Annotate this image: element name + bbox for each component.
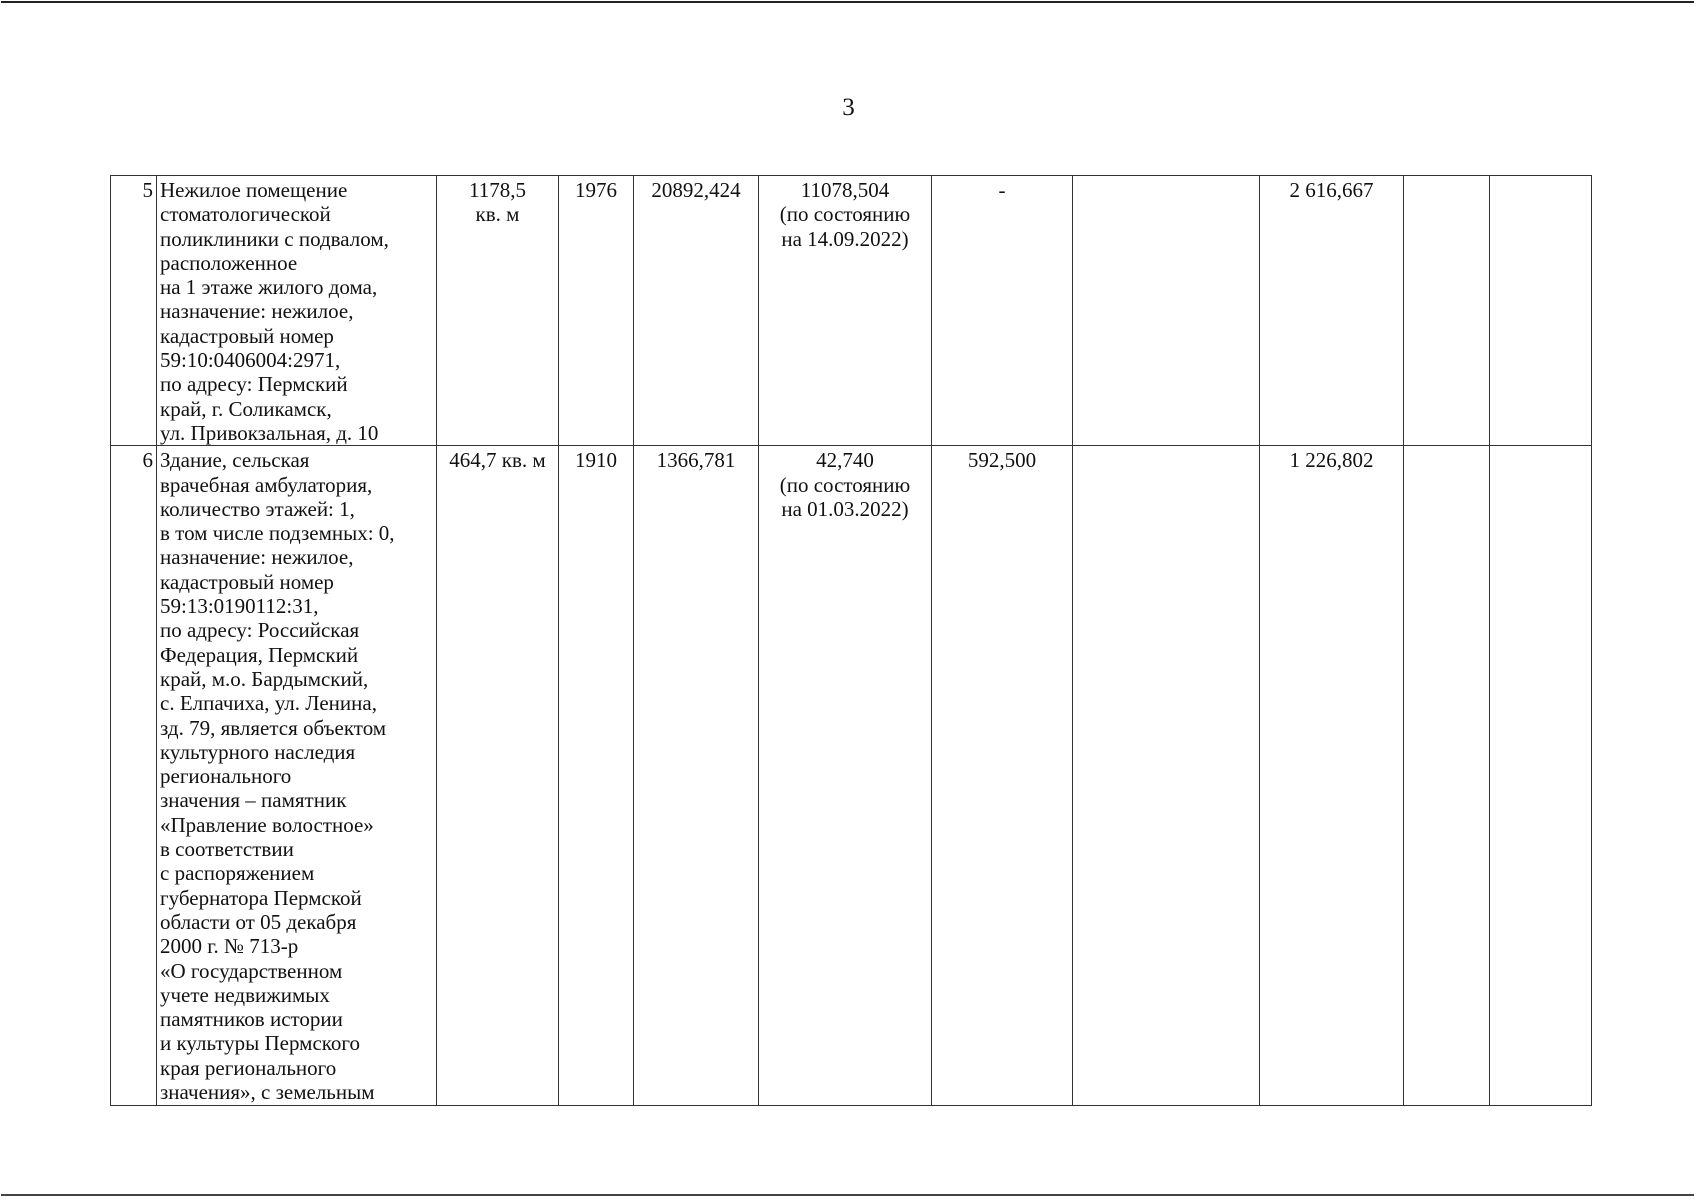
residual-date: на 01.03.2022) [781,496,909,521]
area-value: 464,7 кв. м [449,448,546,473]
residual-value: 42,740 [816,448,874,473]
col6-cell: 592,500 [932,446,1073,1106]
description-line: поликлиники с подвалом, [160,226,389,251]
description-line: учете недвижимых [160,982,330,1007]
description-line: ул. Привокзальная, д. 10 [160,420,379,445]
description-line: Федерация, Пермский [160,642,359,667]
area-value: 1178,5 [469,178,526,202]
residual-note: (по состоянию [779,472,911,497]
description-line: количество этажей: 1, [160,496,355,521]
description-line: кадастровый номер [160,323,334,348]
col7-cell [1073,176,1260,446]
description-line: по адресу: Пермский [160,372,348,397]
page-number: 3 [842,94,855,121]
description-line: области от 05 декабря [160,909,357,934]
row-number: 6 [111,446,157,1106]
description-line: в том числе подземных: 0, [160,521,395,546]
table-row [111,176,1592,446]
area-cell [437,176,559,446]
col8-cell: 1 226,802 [1260,446,1404,1106]
description-line: врачебная амбулатория, [160,472,373,497]
description-line: с. Елпачиха, ул. Ленина, [160,691,377,716]
description-line: культурного наследия [160,739,356,764]
area-unit: кв. м [475,202,520,227]
description-line: «О государственном [160,958,343,983]
description-line: губернатора Пермской [160,885,362,910]
col8-cell: 2 616,667 [1260,176,1404,446]
description-line: Нежилое помещение [160,178,348,202]
residual-note: (по состоянию [779,202,911,227]
description-line: Здание, сельская [160,448,310,473]
col9-cell [1404,176,1490,446]
description-line: значения», с земельным [160,1079,375,1104]
description-line: в соответствии [160,837,294,862]
year-cell: 1910 [559,446,634,1106]
description-line: 2000 г. № 713-р [160,934,299,959]
col7-cell [1073,446,1260,1106]
description-line: с распоряжением [160,861,315,886]
description-line: стоматологической [160,202,331,227]
col10-cell [1490,446,1592,1106]
object-description [157,446,437,1106]
residual-cell [759,446,932,1106]
description-line: и культуры Пермского [160,1031,360,1056]
description-line: край, м.о. Бардымский, [160,666,369,691]
description-line: края регионального [160,1055,337,1080]
area-cell [437,446,559,1106]
description-line: значения – памятник [160,788,347,813]
col6-cell: - [932,176,1073,446]
description-line: расположенное [160,250,298,275]
description-line: назначение: нежилое, [160,545,354,570]
residual-value: 11078,504 [800,178,890,202]
description-line: памятников истории [160,1007,343,1032]
value-cell: 20892,424 [634,176,759,446]
description-line: зд. 79, является объектом [160,715,387,740]
value-cell: 1366,781 [634,446,759,1106]
description-line: на 1 этаже жилого дома, [160,275,378,300]
col10-cell [1490,176,1592,446]
description-line: по адресу: Российская [160,618,360,643]
description-line: регионального [160,764,292,789]
description-line: 59:13:0190112:31, [160,594,319,619]
row-number: 5 [111,176,157,446]
description-line: кадастровый номер [160,569,334,594]
col9-cell [1404,446,1490,1106]
description-line: «Правление волостное» [160,812,374,837]
year-cell: 1976 [559,176,634,446]
description-line: назначение: нежилое, [160,299,354,324]
description-line: край, г. Соликамск, [160,396,332,421]
object-description [157,176,437,446]
table-row [111,446,1592,1106]
residual-cell [759,176,932,446]
property-table [110,175,1592,1106]
description-line: 59:10:0406004:2971, [160,348,341,373]
residual-date: на 14.09.2022) [781,226,909,251]
